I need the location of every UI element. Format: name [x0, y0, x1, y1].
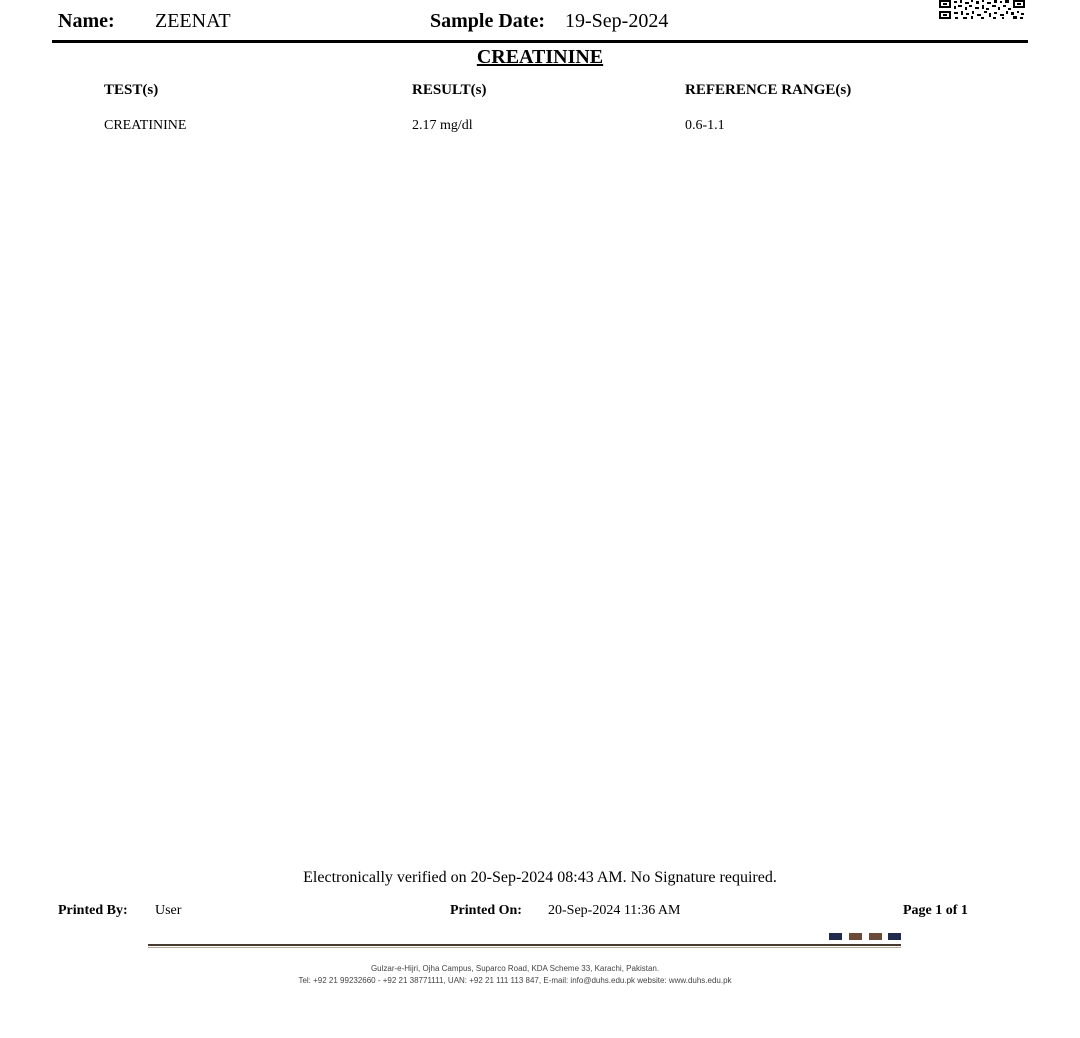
- sample-date-label: Sample Date:: [430, 10, 545, 32]
- column-header-result: RESULT(s): [412, 82, 487, 98]
- color-block: [869, 933, 882, 940]
- header-divider: [52, 40, 1028, 43]
- printed-by-label: Printed By:: [58, 903, 128, 918]
- test-name-cell: CREATININE: [104, 118, 187, 133]
- reference-range-cell: 0.6-1.1: [685, 118, 725, 133]
- address-line: Gulzar-e-Hijri, Ojha Campus, Suparco Road, KDA Scheme 33, Karachi, Pakistan.: [370, 964, 660, 973]
- contact-line: Tel: +92 21 99232660 - +92 21 38771111, UAN: +92 21 111 113 847, E-mail: info@duhs.edu.pk website: www.duhs.edu.pk: [298, 976, 732, 985]
- test-result-cell: 2.17 mg/dl: [412, 118, 473, 133]
- page-indicator: Page 1 of 1: [903, 903, 968, 918]
- footer-divider: [148, 944, 901, 946]
- sample-date-value: 19-Sep-2024: [565, 10, 669, 32]
- color-block: [829, 933, 842, 940]
- qr-code-icon: [938, 0, 1026, 20]
- printed-by-value: User: [155, 903, 182, 918]
- color-block: [849, 933, 862, 940]
- printed-on-label: Printed On:: [450, 903, 522, 918]
- patient-name-value: ZEENAT: [155, 10, 231, 32]
- verification-note: Electronically verified on 20-Sep-2024 08:43 AM. No Signature required.: [303, 869, 777, 886]
- footer-divider-shadow: [148, 947, 901, 948]
- column-header-test: TEST(s): [104, 82, 159, 98]
- patient-name-label: Name:: [58, 10, 115, 32]
- printed-on-value: 20-Sep-2024 11:36 AM: [548, 903, 681, 918]
- section-title: CREATININE: [476, 46, 604, 68]
- color-block: [888, 933, 901, 940]
- column-header-reference-range: REFERENCE RANGE(s): [685, 82, 852, 98]
